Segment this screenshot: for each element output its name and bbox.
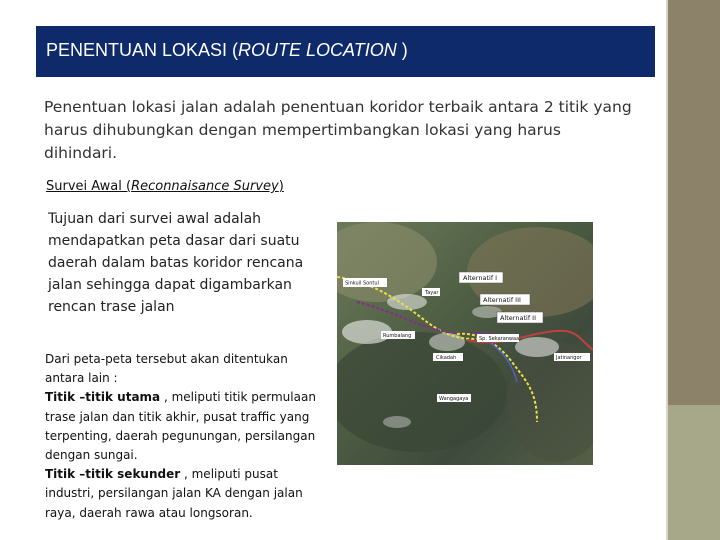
survey-heading-italic: Reconnaisance Survey <box>131 179 279 194</box>
title-end: ) <box>396 40 408 60</box>
details-paragraph <box>45 350 325 523</box>
map-label-humbalang: Rumbalang <box>383 333 412 339</box>
primary-points-text: , meliputi titik permulaan trase jalan dan titik akhir, pusat traffic yang terpenting, daerah pegunungan, persilangan dengan sungai. <box>45 390 316 463</box>
details-intro: Dari peta-peta tersebut akan ditentukan antara lain : <box>45 352 288 386</box>
right-strip-accent <box>668 405 720 540</box>
secondary-points-label: Titik –titik sekunder <box>45 467 181 482</box>
survey-heading-main: Survei Awal ( <box>46 179 132 194</box>
survey-heading <box>46 179 284 194</box>
title-italic: ROUTE LOCATION <box>238 40 397 60</box>
intro-paragraph: Penentuan lokasi jalan adalah penentuan koridor terbaik antara 2 titik yang harus dihubungkan dengan mempertimbangkan lokasi yang harus dihindari. <box>44 98 632 162</box>
survey-paragraph: Tujuan dari survei awal adalah mendapatkan peta dasar dari suatu daerah dalam batas koridor rencana jalan sehingga dapat digambarkan rencan trase jalan <box>48 211 304 315</box>
satellite-map <box>337 222 593 465</box>
map-label-sp-sekaran: Sp. Sekaranwaa <box>479 336 520 342</box>
title-main: PENENTUAN LOKASI ( <box>46 40 239 60</box>
route-map-image <box>337 222 593 465</box>
map-label-alt3: Alternatif III <box>483 296 521 304</box>
map-label-cikadah: Cikadah <box>436 355 457 361</box>
map-label-alt1: Alternatif I <box>463 274 498 282</box>
map-label-alt2: Alternatif II <box>500 314 537 322</box>
page-title <box>46 40 408 61</box>
title-bar <box>36 26 655 77</box>
survey-heading-end: ) <box>278 179 284 194</box>
map-label-wangaya: Wangagaya <box>439 396 469 402</box>
secondary-points-text: , meliputi pusat industri, persilangan jalan KA dengan jalan raya, daerah rawa atau longsoran. <box>45 467 303 520</box>
map-label-tayar: Tayar <box>425 290 439 296</box>
map-label-simpang: Sinkuil Sontul <box>345 280 379 287</box>
map-label-sasaran: Jatinangor <box>556 355 582 361</box>
primary-points-label: Titik –titik utama <box>45 390 161 405</box>
